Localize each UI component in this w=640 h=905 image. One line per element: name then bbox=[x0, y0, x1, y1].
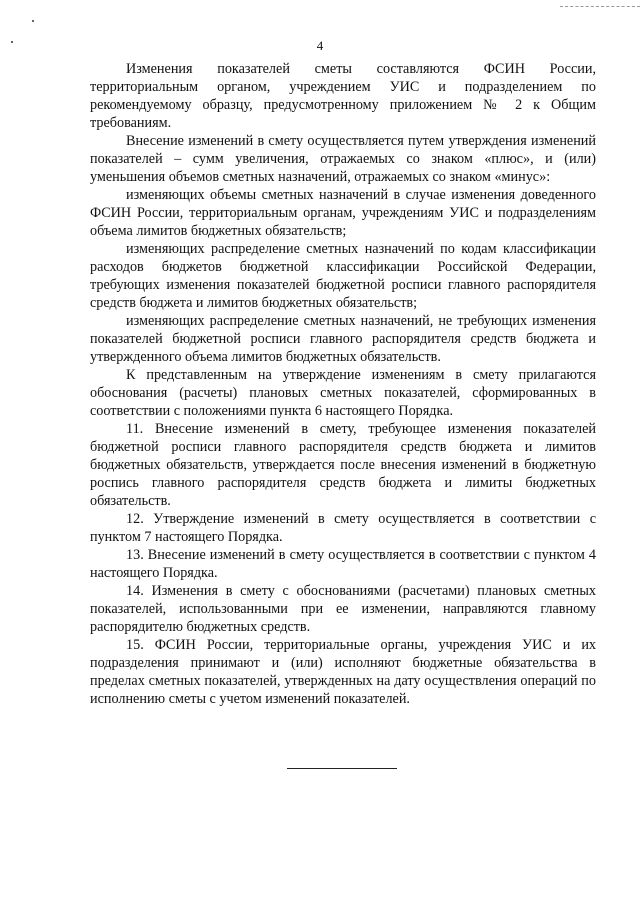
scan-edge-line bbox=[560, 6, 640, 7]
page-number: 4 bbox=[316, 38, 324, 53]
paragraph-changing-distribution: изменяющих распределение сметных назначений по кодам классификации расходов бюджетов бюджетной классификации Российской Федерации, требующих изменения показателей бюджетной росписи главного распорядителя средств бюджета и лимитов бюджетных обязательств; bbox=[90, 241, 596, 311]
end-of-document-line bbox=[287, 768, 397, 769]
scan-speck bbox=[32, 20, 34, 22]
paragraph-justifications: К представленным на утверждение изменениям в смету прилагаются обоснования (расчеты) плановых сметных показателей, сформированных в соответствии с положениями пункта 6 настоящего Порядка. bbox=[90, 367, 596, 419]
paragraph-changing-distribution-no-change: изменяющих распределение сметных назначений, не требующих изменения показателей бюджетной росписи главного распорядителя средств бюджета и утвержденного объема лимитов бюджетных обязательств. bbox=[90, 313, 596, 365]
paragraph-item-11: 11. Внесение изменений в смету, требующее изменения показателей бюджетной росписи главного распорядителя средств бюджета и лимитов бюджетных обязательств, утверждается после внесения изменений в бюджетную роспись главного распорядителя средств бюджета и лимиты бюджетных обязательств. bbox=[90, 421, 596, 509]
paragraph-item-15: 15. ФСИН России, территориальные органы, учреждения УИС и их подразделения принимают и (или) исполняют бюджетные обязательства в пределах сметных показателей, утвержденных на дату осуществления операций по исполнению сметы с учетом изменений показателей. bbox=[90, 637, 596, 707]
paragraph-changes-approval: Внесение изменений в смету осуществляется путем утверждения изменений показателей – сумм увеличения, отражаемых со знаком «плюс», и (или) уменьшения объемов сметных назначений, отражаемых со знаком «минус»: bbox=[90, 133, 596, 185]
paragraph-changes-compiled: Изменения показателей сметы составляются ФСИН России, территориальным органом, учреждением УИС и подразделением по рекомендуемому образцу, предусмотренному приложением № 2 к Общим требованиям. bbox=[90, 61, 596, 131]
paragraph-item-13: 13. Внесение изменений в смету осуществляется в соответствии с пунктом 4 настоящего Порядка. bbox=[90, 547, 596, 581]
paragraph-item-12: 12. Утверждение изменений в смету осуществляется в соответствии с пунктом 7 настоящего Порядка. bbox=[90, 511, 596, 545]
paragraph-changing-volumes: изменяющих объемы сметных назначений в случае изменения доведенного ФСИН России, территориальным органам, учреждениям УИС и подразделениям объема лимитов бюджетных обязательств; bbox=[90, 187, 596, 239]
paragraph-item-14: 14. Изменения в смету с обоснованиями (расчетами) плановых сметных показателей, использованными при ее изменении, направляются главному распорядителю бюджетных средств. bbox=[90, 583, 596, 635]
document-body bbox=[90, 60, 596, 708]
